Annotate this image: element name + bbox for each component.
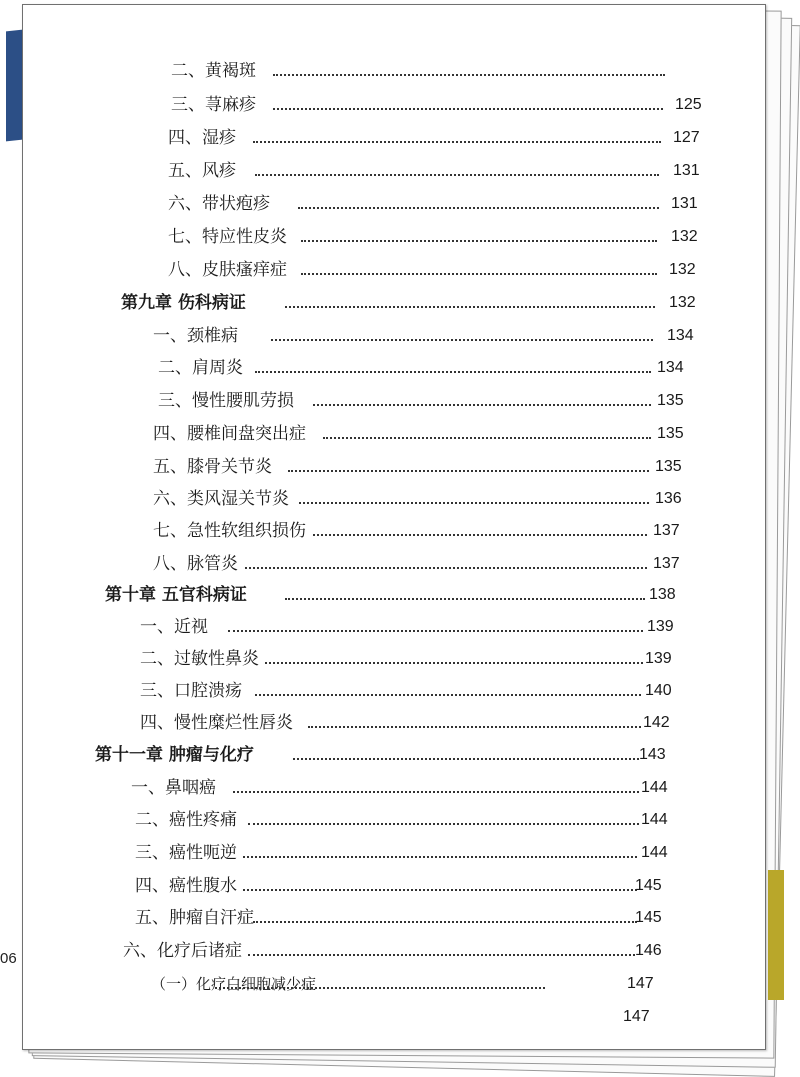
leader-dots	[313, 534, 647, 536]
leader-dots	[255, 174, 659, 176]
toc-entry	[23, 449, 763, 479]
leader-dots	[273, 74, 665, 76]
leader-dots	[243, 856, 637, 858]
leader-dots	[233, 791, 639, 793]
toc-page-number: 139	[645, 650, 672, 667]
toc-page-number: 131	[673, 162, 700, 179]
toc-page-number: 135	[657, 425, 684, 442]
toc-page-number: 137	[653, 555, 680, 572]
toc-page-number: 138	[649, 586, 676, 603]
toc-entry	[23, 416, 763, 446]
toc-entry-label: 第九章 伤科病证	[121, 293, 246, 313]
toc-page-number: 143	[639, 746, 666, 763]
toc-entry	[23, 802, 763, 832]
toc-entry-label: 五、肿瘤自汗症	[135, 908, 254, 928]
toc-entry-label: 第十章 五官科病证	[105, 585, 247, 605]
toc-entry	[23, 219, 763, 249]
toc-entry-label: 第十一章 肿瘤与化疗	[95, 745, 254, 765]
toc-page-number: 144	[641, 811, 668, 828]
leader-dots	[308, 726, 641, 728]
leader-dots	[299, 502, 649, 504]
toc-page-number: 147	[623, 1008, 650, 1025]
toc-entry-label: 六、类风湿关节炎	[153, 489, 289, 509]
leader-dots	[265, 662, 643, 664]
toc-page-number: 144	[641, 844, 668, 861]
toc-entry-label: 一、颈椎病	[153, 326, 238, 346]
toc-entry	[23, 546, 763, 576]
leader-dots	[285, 598, 645, 600]
leader-dots	[248, 823, 639, 825]
toc-entry	[23, 641, 763, 671]
toc-entry-label: 四、腰椎间盘突出症	[153, 424, 306, 444]
book-edge-olive	[768, 870, 784, 1000]
margin-page-number: 06	[0, 950, 17, 967]
leader-dots	[293, 758, 639, 760]
toc-entry-label: 二、肩周炎	[158, 358, 243, 378]
toc-entry	[23, 87, 763, 117]
toc-page	[22, 4, 766, 1050]
toc-entry	[23, 835, 763, 865]
toc-entry-label: 三、癌性呃逆	[135, 843, 237, 863]
leader-dots	[215, 987, 545, 989]
toc-entry	[23, 900, 763, 930]
toc-chapter-entry	[23, 577, 763, 607]
toc-entry	[23, 999, 763, 1029]
leader-dots	[248, 954, 635, 956]
toc-page-number: 132	[669, 261, 696, 278]
toc-entry	[23, 318, 763, 348]
leader-dots	[271, 339, 653, 341]
toc-entry-label: 四、慢性糜烂性唇炎	[140, 713, 293, 733]
toc-entry	[23, 705, 763, 735]
toc-page-number: 132	[671, 228, 698, 245]
toc-entry	[23, 673, 763, 703]
leader-dots	[323, 437, 651, 439]
leader-dots	[255, 371, 651, 373]
toc-page-number: 134	[657, 359, 684, 376]
toc-page-number: 136	[655, 490, 682, 507]
toc-entry	[23, 153, 763, 183]
toc-entry	[23, 186, 763, 216]
toc-entry	[23, 868, 763, 898]
toc-entry-label: 二、癌性疼痛	[135, 810, 237, 830]
toc-entry	[23, 120, 763, 150]
leader-dots	[255, 694, 641, 696]
toc-entry	[23, 513, 763, 543]
toc-chapter-entry	[23, 285, 763, 315]
toc-page-number: 140	[645, 682, 672, 699]
leader-dots	[253, 141, 661, 143]
toc-entry-label: 八、脉管炎	[153, 554, 238, 574]
toc-page-number: 147	[627, 975, 654, 992]
toc-entry-label: 二、过敏性鼻炎	[140, 649, 259, 669]
leader-dots	[273, 108, 663, 110]
leader-dots	[301, 273, 657, 275]
toc-page-number: 142	[643, 714, 670, 731]
toc-entry	[23, 609, 763, 639]
toc-page-number: 145	[635, 909, 662, 926]
toc-page-number: 135	[657, 392, 684, 409]
toc-entry	[23, 770, 763, 800]
toc-page-number: 131	[671, 195, 698, 212]
toc-page-number: 134	[667, 327, 694, 344]
toc-entry	[23, 966, 763, 996]
toc-entry-label: 四、湿疹	[168, 128, 236, 148]
toc-entry-label: 六、化疗后诸症	[123, 941, 242, 961]
toc-entry-label: 五、膝骨关节炎	[153, 457, 272, 477]
toc-entry	[23, 933, 763, 963]
toc-entry-label: 一、鼻咽癌	[131, 778, 216, 798]
toc-entry	[23, 252, 763, 282]
toc-page-number: 132	[669, 294, 696, 311]
leader-dots	[313, 404, 651, 406]
toc-entry-label: 三、荨麻疹	[171, 95, 256, 115]
toc-entry-label: 二、黄褐斑	[171, 61, 256, 81]
toc-page-number: 127	[673, 129, 700, 146]
toc-entry-label: 三、口腔溃疡	[140, 681, 242, 701]
leader-dots	[301, 240, 657, 242]
toc-page-number: 145	[635, 877, 662, 894]
toc-page-number: 135	[655, 458, 682, 475]
leader-dots	[243, 889, 637, 891]
toc-entry	[23, 350, 763, 380]
toc-entry-label: 七、急性软组织损伤	[153, 521, 306, 541]
toc-entry-label: 六、带状疱疹	[168, 194, 270, 214]
toc-entry	[23, 481, 763, 511]
toc-entry-label: 三、慢性腰肌劳损	[158, 391, 294, 411]
leader-dots	[298, 207, 659, 209]
toc-entry-label: 七、特应性皮炎	[168, 227, 287, 247]
toc-entry	[23, 53, 763, 83]
leader-dots	[228, 630, 643, 632]
leader-dots	[285, 306, 655, 308]
toc-page-number: 146	[635, 942, 662, 959]
leader-dots	[253, 921, 637, 923]
toc-entry-label: 一、近视	[140, 617, 208, 637]
leader-dots	[288, 470, 649, 472]
toc-entry-label: 五、风疹	[168, 161, 236, 181]
toc-page-number: 144	[641, 779, 668, 796]
toc-page-number: 125	[675, 96, 702, 113]
toc-page-number: 139	[647, 618, 674, 635]
toc-entry	[23, 383, 763, 413]
toc-chapter-entry	[23, 737, 763, 767]
toc-entry-label: （一）化疗白细胞减少症	[151, 975, 317, 993]
toc-entry-label: 四、癌性腹水	[135, 876, 237, 896]
leader-dots	[245, 567, 647, 569]
toc-entry-label: 八、皮肤瘙痒症	[168, 260, 287, 280]
toc-page-number: 137	[653, 522, 680, 539]
